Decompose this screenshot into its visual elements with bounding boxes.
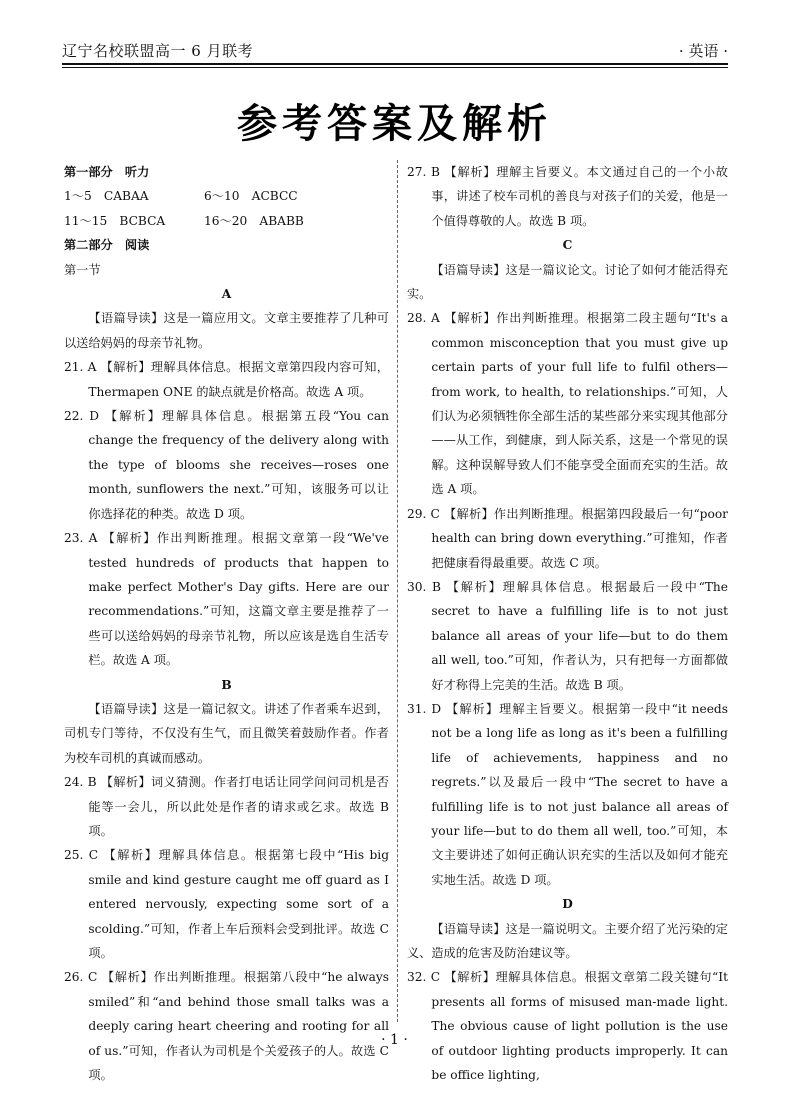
passage-label: C [562, 238, 573, 253]
answer-explanation: 22. D 【解析】理解具体信息。根据第五段“You can change the frequency of the delivery along with the type of blooms she receives—roses one month, sunflowers the next.”可知，该服务可以让你选择花的种类。故选 D 项。 [64, 409, 389, 521]
passage-label: D [562, 897, 573, 912]
answer-group: 1～5 CABAA [64, 189, 149, 204]
answer-explanation: 32. C 【解析】理解具体信息。根据文章第二段关键句“It presents all forms of misused man-made light. The obvious cause of light pollution is the use of outdoor lighting products improperly. It can be office lighting, [407, 970, 728, 1083]
passage-guide: 【语篇导读】这是一篇说明文。主要介绍了光污染的定义、造成的危害及防治建议等。 [407, 921, 728, 960]
answer-group: 16～20 ABABB [204, 213, 304, 228]
page-header [62, 40, 728, 62]
section-heading: 第二部分 阅读 [64, 238, 150, 253]
header-subject: · 英语 · [678, 42, 728, 60]
answer-explanation: 25. C 【解析】理解具体信息。根据第七段中“His big smile and kind gesture caught me off guard as I entered nervously, expecting some sort of a scolding.”可知，作者上车后预料会受到批评。故选 C 项。 [64, 848, 389, 960]
answer-row [64, 209, 389, 233]
left-column [64, 160, 389, 1087]
answer-explanation: 21. A 【解析】理解具体信息。根据文章第四段内容可知，Thermapen ONE 的缺点就是价格高。故选 A 项。 [64, 360, 389, 399]
passage-label: A [221, 287, 232, 302]
answer-explanation: 27. B 【解析】理解主旨要义。本文通过自己的一个小故事，讲述了校车司机的善良与对孩子们的关爱，他是一个值得尊敬的人。故选 B 项。 [407, 165, 728, 228]
header-exam-name: 辽宁名校联盟高一 6 月联考 [62, 42, 254, 60]
answer-group: 6～10 ACBCC [204, 189, 298, 204]
header-rule-thin [62, 67, 728, 68]
passage-guide: 【语篇导读】这是一篇记叙文。讲述了作者乘车迟到，司机专门等待，不仅没有生气，而且微笑着鼓励作者。作者为校车司机的真诚而感动。 [64, 701, 389, 765]
right-column [407, 160, 728, 1087]
passage-label: B [221, 677, 232, 692]
answer-group: 11～15 BCBCA [64, 213, 166, 228]
passage-guide: 【语篇导读】这是一篇应用文。文章主要推荐了几种可以送给妈妈的母亲节礼物。 [64, 311, 389, 350]
answer-explanation: 26. C 【解析】作出判断推理。根据第八段中“he always smiled”和“and behind those small talks was a deeply caring heart cheering and rooting for all of us.”可知，作者认为司机是个关爱孩子的人。故选 C 项。 [64, 970, 389, 1083]
page-title: 参考答案及解析 [237, 101, 552, 147]
answer-explanation: 30. B 【解析】理解具体信息。根据最后一段中“The secret to have a fulfilling life is to not just balance all areas of your life—but to do them all well, too.”可知，作者认为，只有把每一方面都做好才称得上完美的生活。故选 B 项。 [407, 579, 728, 692]
header-rule-thick [62, 63, 728, 65]
answer-explanation: 29. C 【解析】作出判断推理。根据第四段最后一句“poor health can bring down everything.”可推知，作者把健康看得最重要。故选 C 项。 [407, 506, 728, 570]
answer-row [64, 184, 389, 208]
answer-explanation: 31. D 【解析】理解主旨要义。根据第一段中“it needs not be a long life as long as it's been a fulfilling life of achievements, happiness and no regrets.”以及最后一段中“The secret to have a fulfilling life is to not just balance all areas of your life—but to do them all well, too.”可知，本文主要讲述了如何正确认识充实的生活以及如何才能充实地生活。故选 D 项。 [407, 701, 728, 887]
answer-explanation: 24. B 【解析】词义猜测。作者打电话让同学问问司机是否能等一会儿，所以此处是作者的请求或乞求。故选 B 项。 [64, 775, 389, 838]
answer-explanation: 28. A 【解析】作出判断推理。根据第二段主题句“It's a common misconception that you must give up certain parts of your full life to fulfil others—from work, to health, to relationships.”可知，人们认为必须牺牲你全部生活的某些部分来实现其他部分——从工作，到健康，到人际关系，这是一个常见的误解。这种误解导致人们不能享受全面而充实的生活。故选 A 项。 [407, 311, 728, 497]
page-number: · 1 · [381, 1032, 408, 1048]
section-heading: 第一部分 听力 [64, 165, 150, 179]
column-divider [397, 160, 398, 1022]
subsection-heading: 第一节 [64, 262, 101, 277]
passage-guide: 【语篇导读】这是一篇议论文。讨论了如何才能活得充实。 [407, 262, 728, 302]
answer-explanation: 23. A 【解析】作出判断推理。根据文章第一段“We've tested hundreds of products that happen to make perfect Mother's Day gifts. Here are our recommendations.”可知，这篇文章主要是推荐了一些可以送给妈妈的母亲节礼物，所以应该是选自生活专栏。故选 A 项。 [64, 531, 389, 668]
